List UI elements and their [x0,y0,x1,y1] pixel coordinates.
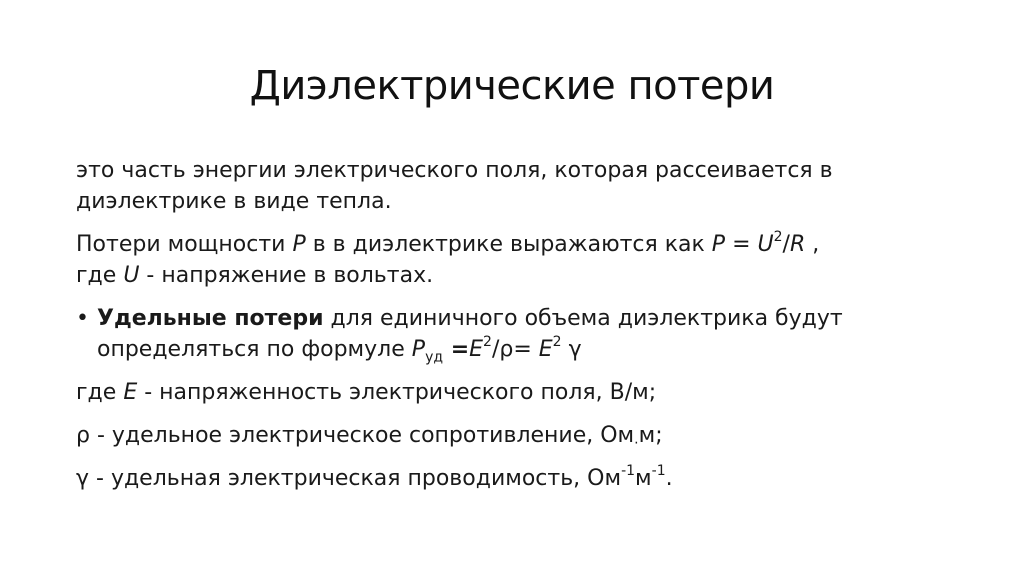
specific-loss-term: Удельные потери [97,306,324,331]
field-strength-paragraph [76,377,956,408]
resistivity-paragraph [76,420,956,451]
power-loss-text-mid: в в диэлектрике выражаются как [305,232,712,257]
slide-body [76,155,956,506]
voltage-text-post: - напряжение в вольтах. [139,263,434,288]
definition-paragraph [76,155,956,217]
conductivity-paragraph [76,463,956,494]
resistivity-line [76,420,956,451]
conductivity-text-post: . [665,466,673,491]
power-loss-line-2 [76,260,956,291]
conductivity-line [76,463,956,494]
specific-formula-rho: /ρ= [491,337,539,362]
power-loss-line-1 [76,229,956,260]
formula-P: P [711,232,726,257]
resistivity-text-post: м; [638,423,663,448]
field-strength-symbol: E [123,380,138,405]
specific-loss-line-1 [97,303,956,334]
specific-formula-E-exponent: 2 [483,333,492,350]
resistivity-text-pre: ρ - удельное электрическое сопротивление, Ом [76,423,635,448]
formula-eq: = [725,232,758,257]
specific-loss-line-2 [97,334,956,365]
definition-line-1: это часть энергии электрического поля, которая рассеивается в [76,158,833,183]
slide-title: Диэлектрические потери [249,63,775,109]
conductivity-text-mid: м [635,466,652,491]
specific-loss-formula-pre: определяться по формуле [97,337,412,362]
voltage-text-pre: где [76,263,124,288]
definition-line-2: диэлектрике в виде тепла. [76,189,392,214]
conductivity-exponent-2: -1 [651,462,666,479]
formula-U: U [757,232,774,257]
field-strength-line [76,377,956,408]
field-strength-post: - напряженность электрического поля, В/м; [137,380,657,405]
conductivity-text-pre: γ - удельная электрическая проводимость, Ом [76,466,622,491]
specific-formula-E2-exponent: 2 [552,333,562,350]
power-loss-text: Потери мощности [76,232,293,257]
specific-formula-E2: E [538,337,553,362]
conductivity-exponent-1: -1 [621,462,636,479]
power-symbol: P [292,232,306,257]
specific-formula-gamma: γ [561,337,582,362]
specific-formula-eq: = [443,337,470,362]
resistivity-dot: · [634,435,639,452]
specific-loss-bullet [76,303,956,365]
bullet-dot-icon: • [76,306,89,331]
specific-loss-text: для единичного объема диэлектрика будут [323,306,843,331]
specific-formula-subscript: уд [425,349,444,366]
field-strength-pre: где [76,380,124,405]
formula-U-exponent: 2 [773,228,783,245]
formula-end: , [805,232,820,257]
specific-formula-P: P [411,337,426,362]
voltage-symbol: U [123,263,140,288]
specific-formula-E: E [469,337,484,362]
formula-R: R [789,232,806,257]
formula-slash: / [782,232,790,257]
power-loss-paragraph [76,229,956,291]
